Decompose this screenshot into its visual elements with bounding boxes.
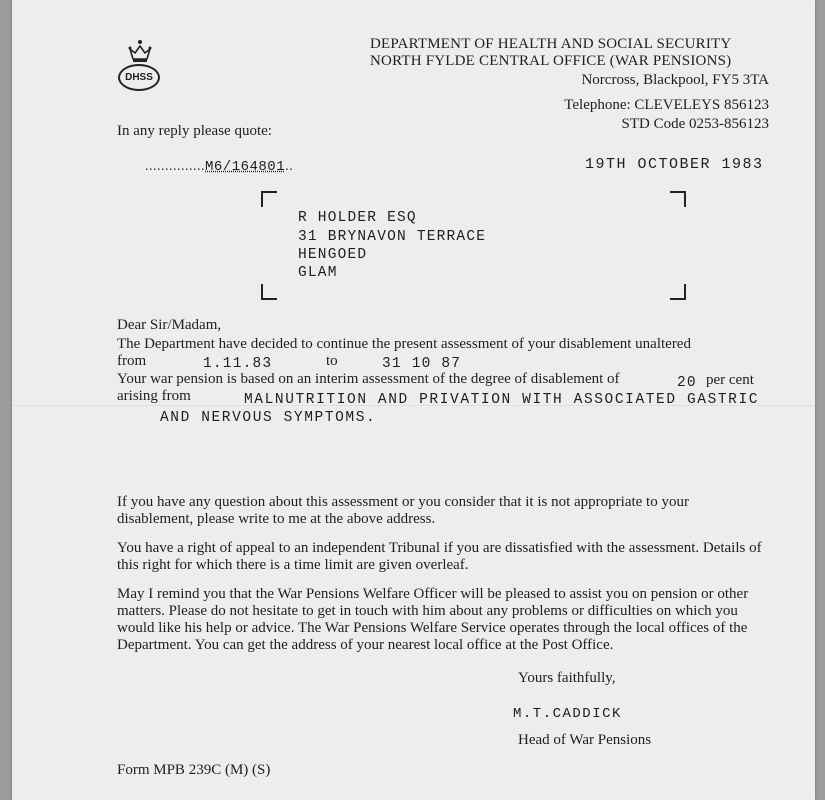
- window-corner-bl: [261, 284, 277, 300]
- crown-icon: [127, 39, 153, 65]
- window-corner-tl: [261, 191, 277, 207]
- signatory-name: M.T.CADDICK: [513, 706, 622, 722]
- recipient-line-3: HENGOED: [298, 247, 368, 263]
- std-code: STD Code 0253-856123: [621, 116, 769, 132]
- reference-trailing: ..: [285, 159, 294, 174]
- letter-date: 19TH OCTOBER 1983: [585, 156, 764, 173]
- telephone: Telephone: CLEVELEYS 856123: [564, 97, 769, 113]
- to-date: 31 10 87: [382, 356, 462, 372]
- pension-line: Your war pension is based on an interim assessment of the degree of disablement of: [117, 371, 620, 387]
- paragraph-appeal: You have a right of appeal to an independent Tribunal if you are dissatisfied with the assessment. Details of this right for which there is a time limit are given overleaf.: [117, 540, 762, 573]
- reference-dots: ...............: [145, 159, 205, 174]
- condition-line-1: MALNUTRITION AND PRIVATION WITH ASSOCIATED GASTRIC: [244, 392, 760, 408]
- form-number: Form MPB 239C (M) (S): [117, 762, 271, 778]
- dhss-logo: [117, 39, 163, 95]
- body-line-decision: The Department have decided to continue the present assessment of your disablement unaltered: [117, 336, 691, 352]
- recipient-line-2: 31 BRYNAVON TERRACE: [298, 229, 487, 245]
- recipient-line-1: R HOLDER ESQ: [298, 210, 417, 226]
- reference-line: [145, 159, 293, 175]
- signatory-title: Head of War Pensions: [518, 732, 652, 748]
- from-label: from: [117, 353, 147, 369]
- department-name: DEPARTMENT OF HEALTH AND SOCIAL SECURITY: [370, 36, 732, 52]
- percent-value: 20: [677, 375, 697, 391]
- to-label: to: [326, 353, 338, 369]
- paragraph-questions: If you have any question about this assessment or you consider that it is not appropriate to your disablement, please write to me at the above address.: [117, 494, 689, 527]
- recipient-line-4: GLAM: [298, 265, 338, 281]
- office-address: Norcross, Blackpool, FY5 3TA: [581, 72, 769, 88]
- from-date: 1.11.83: [203, 356, 273, 372]
- reference-label: In any reply please quote:: [117, 123, 272, 139]
- salutation: Dear Sir/Madam,: [117, 317, 222, 333]
- closing: Yours faithfully,: [518, 670, 616, 686]
- logo-text: DHSS: [118, 64, 160, 91]
- reference-value: M6/164801: [205, 159, 286, 175]
- percent-label: per cent: [706, 372, 754, 388]
- window-corner-br: [670, 284, 686, 300]
- paragraph-welfare: May I remind you that the War Pensions Welfare Officer will be pleased to assist you on pension or other matters. Please do not hesitate to get in touch with him about any problems or difficulties on which you would like his help or advice. The War Pensions Welfare Service operates through the local offices of the Department. You can get the address of your nearest local office at the Post Office.: [117, 586, 749, 653]
- window-corner-tr: [670, 191, 686, 207]
- arising-label: arising from: [117, 388, 191, 404]
- office-name: NORTH FYLDE CENTRAL OFFICE (WAR PENSIONS): [370, 53, 732, 69]
- condition-line-2: AND NERVOUS SYMPTOMS.: [160, 410, 377, 426]
